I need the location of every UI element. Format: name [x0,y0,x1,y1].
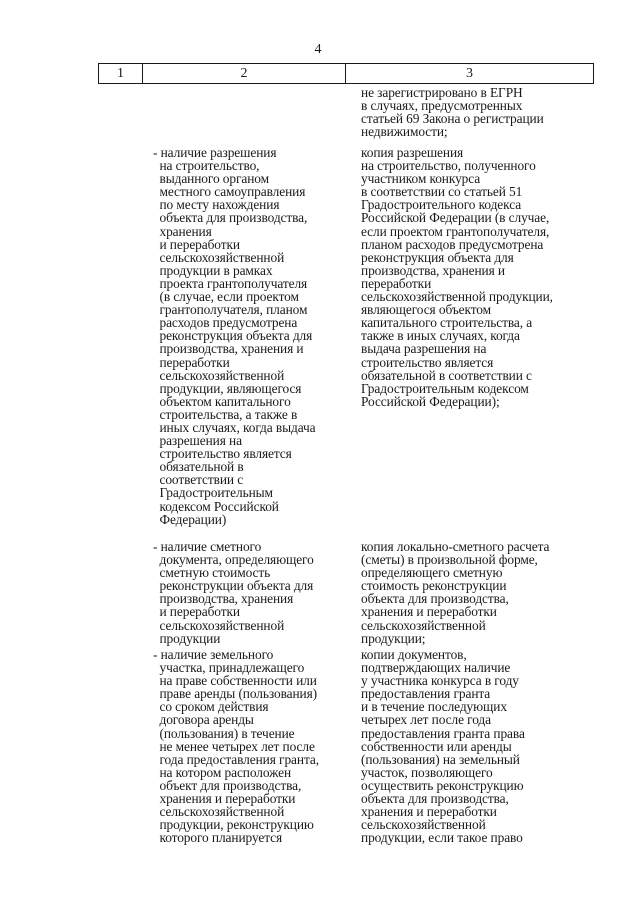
table-header-col-2: 2 [143,64,346,83]
table-header-row [98,63,594,84]
row-3-document: копия локально-сметного расчета (сметы) в произвольной форме, определяющего сметную стоимость реконструкции объекта для производства, хранения и переработки сельскохозяйственной продукции; [361,539,550,646]
row-2-document: копия разрешения на строительство, полученного участником конкурса в соответствии со статьей 51 Градостроительного кодекса Российской Федерации (в случае, если проектом грантополучателя, планом расходов предусмотрена реконструкция объекта для производства, хранения и переработки сельскохозяйственной продукции, являющегося объектом капитального строительства, а также в иных случаях, когда выдача разрешения на строительство является обязательной в соответствии с Градостроительным кодексом Российской Федерации); [361,145,553,409]
row-2-requirement: - наличие разрешения на строительство, выданного органом местного самоуправления по месту нахождения объекта для производства, хранения и переработки сельскохозяйственной продукции в рамках проекта грантополучателя (в случае, если проектом грантополучателя, планом расходов предусмотрена реконструкция объекта для производства, хранения и переработки сельскохозяйственной продукции, являющегося объектом капитального строительства, а также в иных случаях, когда выдача разрешения на строительство является обязательной в соответствии с Градостроительным кодексом Российской Федерации) [153,145,316,527]
table-header-col-1: 1 [99,64,143,83]
row-4-document: копии документов, подтверждающих наличие у участника конкурса в году предоставления гранта и в течение последующих четырех лет после года предоставления гранта права собственности или аренды (пользования) на земельный участок, позволяющего осуществить реконструкцию объекта для производства, хранения и переработки сельскохозяйственной продукции, если такое право [361,647,525,846]
table-header-col-3: 3 [466,65,473,81]
page-number: 4 [314,42,322,57]
row-3-requirement: - наличие сметного документа, определяющего сметную стоимость реконструкции объекта для производства, хранения и переработки сельскохозяйственной продукции [153,539,314,646]
row-1-document: не зарегистрировано в ЕГРН в случаях, предусмотренных статьей 69 Закона о регистрации недвижимости; [361,85,544,140]
row-4-requirement: - наличие земельного участка, принадлежащего на праве собственности или праве аренды (пользования) со сроком действия договора аренды (пользования) в течение не менее четырех лет после года предоставления гранта, на котором расположен объект для производства, хранения и переработки сельскохозяйственной продукции, реконструкцию которого планируется [153,647,319,846]
